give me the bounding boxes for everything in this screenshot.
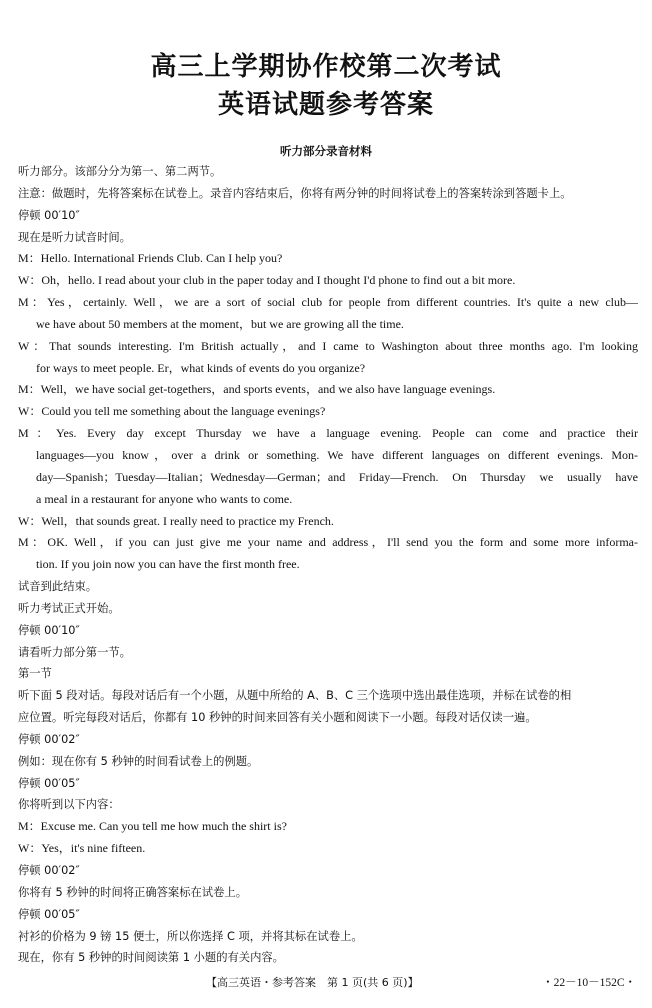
text-line: 试音到此结束。 xyxy=(18,580,98,594)
text-line: 听下面 5 段对话。每段对话后有一个小题，从题中所给的 A、B、C 三个选项中选出最佳选项，并标在试卷的相 xyxy=(18,689,572,703)
page-footer xyxy=(0,974,652,994)
dialogue-line: W：Yes，it's nine fifteen. xyxy=(18,841,146,856)
dialogue-line: W：That sounds interesting. I'm British actually，and I came to Washington about three months ago. I'm looking xyxy=(18,338,638,353)
dialogue-line: W：Could you tell me something about the language evenings? xyxy=(18,404,326,419)
text-line: 停顿 00′05″ xyxy=(18,907,80,921)
text-line: 听力部分。该部分分为第一、第二两节。 xyxy=(18,165,222,178)
section-heading: 第一节 xyxy=(18,667,52,681)
dialogue-line: day—Spanish；Tuesday—Italian；Wednesday—German；and Friday—French. On Thursday we usually have xyxy=(36,469,638,484)
dialogue-line: M：Well，we have social get-togethers，and sports events，and we also have language evenings. xyxy=(18,382,496,397)
transcript-body xyxy=(18,161,638,969)
text-line: 现在，你有 5 秒钟的时间阅读第 1 小题的有关内容。 xyxy=(18,951,284,965)
dialogue-line: M：Hello. International Friends Club. Can I help you? xyxy=(18,251,283,266)
text-line: 听力考试正式开始。 xyxy=(18,601,120,615)
exam-title: 高三上学期协作校第二次考试 xyxy=(150,52,502,82)
dialogue-line: M：Yes. Every day except Thursday we have a language evening. People can come and practice their xyxy=(18,426,638,441)
dialogue-line: M：OK. Well，if you can just give me your name and address，I'll send you the form and some more informa- xyxy=(18,535,638,550)
text-line: 注意：做题时，先将答案标在试卷上。录音内容结束后，你将有两分钟的时间将试卷上的答案转涂到答题卡上。 xyxy=(18,186,572,200)
dialogue-line: tion. If you join now you can have the first month free. xyxy=(36,557,300,572)
dialogue-line: languages—you know，over a drink or something. We have different languages on different evenings. Mon- xyxy=(36,447,638,462)
page-number: 【高三英语・参考答案 第 1 页(共 6 页)】 xyxy=(206,976,419,989)
document-code: ・22－10－152C・ xyxy=(542,977,636,989)
text-line: 衬衫的价格为 9 镑 15 便士，所以你选择 C 项，并将其标在试卷上。 xyxy=(18,929,363,943)
text-line: 你将听到以下内容： xyxy=(18,798,120,812)
section-title: 听力部分录音材料 xyxy=(280,144,372,158)
dialogue-line: for ways to meet people. Er，what kinds of events do you organize? xyxy=(36,360,366,375)
text-line: 应位置。听完每段对话后，你都有 10 秒钟的时间来回答有关小题和阅读下一小题。每段对话仅读一遍。 xyxy=(18,711,537,725)
text-line: 请看听力部分第一节。 xyxy=(18,645,131,659)
dialogue-line: W：Oh，hello. I read about your club in the paper today and I thought I'd phone to find out a bit more. xyxy=(18,273,516,288)
text-line: 停顿 00′05″ xyxy=(18,776,80,790)
text-line: 例如：现在你有 5 秒钟的时间看试卷上的例题。 xyxy=(18,754,259,768)
text-line: 停顿 00′10″ xyxy=(18,208,80,222)
text-line: 停顿 00′02″ xyxy=(18,864,80,877)
text-line: 停顿 00′02″ xyxy=(18,732,80,746)
answer-key-title: 英语试题参考答案 xyxy=(217,90,434,120)
dialogue-line: a meal in a restaurant for anyone who wants to come. xyxy=(36,491,293,506)
text-line: 你将有 5 秒钟的时间将正确答案标在试卷上。 xyxy=(18,885,248,899)
text-line: 停顿 00′10″ xyxy=(18,623,80,637)
text-line: 现在是听力试音时间。 xyxy=(18,230,131,244)
dialogue-line: W：Well，that sounds great. I really need to practice my French. xyxy=(18,513,334,528)
dialogue-line: we have about 50 members at the moment，but we are growing all the time. xyxy=(36,316,404,331)
dialogue-line: M：Excuse me. Can you tell me how much the shirt is? xyxy=(18,819,287,834)
dialogue-line: M：Yes，certainly. Well，we are a sort of social club for people from different countries. It's quite a new club— xyxy=(18,295,638,310)
